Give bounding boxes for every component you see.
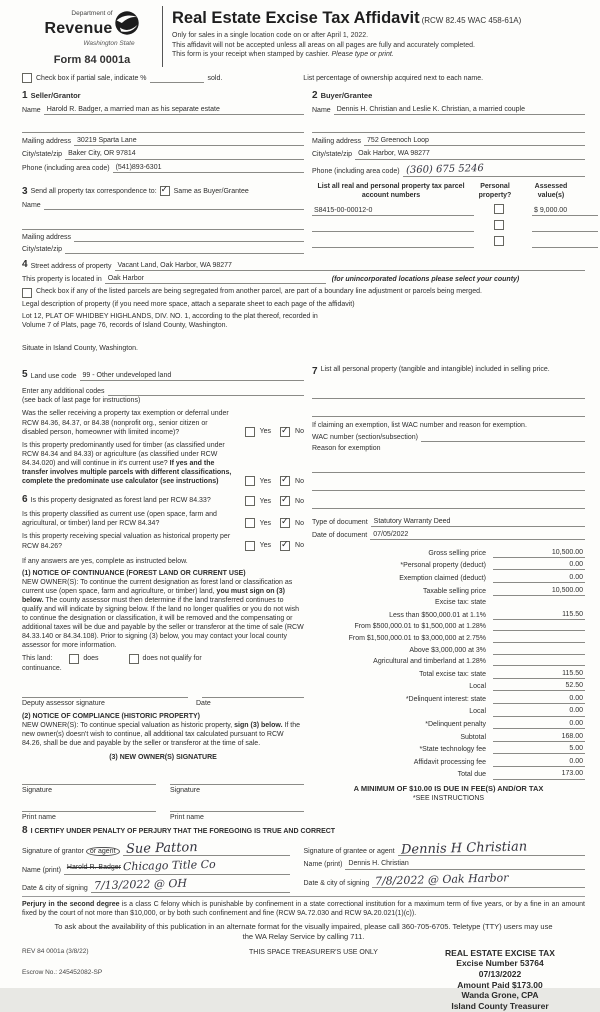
- section1-heading: Seller/Grantor: [30, 91, 81, 101]
- new-owner-printname-line2[interactable]: [170, 803, 304, 812]
- tax-row: Local 0.00: [469, 707, 583, 716]
- personal-property-checkbox-2[interactable]: [494, 220, 504, 230]
- buyer-name-label: Name: [312, 107, 331, 115]
- section7-title: List all personal property (tangible and intangible) included in selling price.: [320, 366, 550, 374]
- seller-csz-label: City/state/zip: [22, 151, 63, 159]
- tax-row: Total excise tax: state 115.50: [419, 669, 583, 678]
- tax-value-line[interactable]: 168.00: [493, 732, 585, 742]
- located-label: This property is located in: [22, 275, 102, 283]
- seller-name-line[interactable]: Harold R. Badger, a married man as his separate estate: [44, 105, 304, 115]
- current-use-question: Is this property classified as current use (open space, farm and agricultural, or timber) land per RCW 84.34? Yes ✓ No: [22, 511, 304, 528]
- tax-value-line[interactable]: 10,500.00: [493, 548, 585, 558]
- notice-compliance-heading: (2) NOTICE OF COMPLIANCE (HISTORIC PROPERTY): [22, 712, 200, 720]
- section7-number: 7: [312, 366, 318, 378]
- reason-line2[interactable]: [312, 482, 585, 491]
- treasurer-use-label: THIS SPACE TREASURER'S USE ONLY: [249, 948, 378, 956]
- ownership-note: List percentage of ownership acquired next to each name.: [303, 74, 484, 82]
- stamp-line2: Excise Number 53764: [456, 958, 544, 969]
- notice-compliance-paragraph: NEW OWNER(S): To continue special valuation as historic property, sign (3) below. If the new owner(s) doesn't wish to continue, all additional tax calculated pursuant to RCW 84.26, shall be due and payable by the seller or transferor at the time of sale.: [22, 721, 301, 748]
- tax-value-line[interactable]: 173.00: [493, 769, 585, 779]
- section1-seller: [22, 89, 312, 176]
- parcel-row: [312, 204, 598, 216]
- subtitle-line3: This form is your receipt when stamped by cashier. Please type or print.: [172, 50, 394, 58]
- s5q1-yes-checkbox[interactable]: [245, 427, 255, 437]
- land-use-label: Land use code: [30, 373, 77, 381]
- type-of-document-line[interactable]: Statutory Warranty Deed: [371, 517, 585, 527]
- tax-value-line[interactable]: 5.00: [493, 744, 585, 754]
- subtitle-line1: Only for sales in a single location code on or after April 1, 2022.: [172, 32, 369, 40]
- grantor-name-printed: Harold R. Badger: [66, 864, 121, 872]
- date-of-document-label: Date of document: [312, 531, 368, 539]
- notice-continuance-heading: (1) NOTICE OF CONTINUANCE (FOREST LAND OR CURRENT USE): [22, 569, 246, 577]
- assessed-value-col-header: Assessed value(s): [534, 182, 568, 199]
- grantee-signature-handwritten: Dennis H Christian: [400, 839, 527, 859]
- corr-name-label: Name: [22, 201, 41, 209]
- legal-description-line1: Lot 12, PLAT OF WHIDBEY HIGHLANDS, DIV. NO. 1, according to the plat thereof, recorded in: [22, 313, 318, 321]
- grantee-date-label: Date & city of signing: [303, 879, 370, 887]
- buyer-name-line[interactable]: Dennis H. Christian and Leslie K. Christian, a married couple: [334, 105, 585, 115]
- tax-value-line[interactable]: 10,500.00: [493, 586, 585, 596]
- forest-land-question: 6 Is this property designated as forest land per RCW 84.33? Yes ✓ No: [22, 494, 304, 506]
- same-as-buyer-label: Same as Buyer/Grantee: [173, 187, 249, 195]
- tax-value-line[interactable]: [493, 622, 585, 631]
- if-yes-note: If any answers are yes, complete as instructed below.: [22, 557, 188, 565]
- corr-mailing-label: Mailing address: [22, 233, 72, 241]
- land-does-not-checkbox[interactable]: [129, 654, 139, 664]
- assessed-value-line[interactable]: $ 9,000.00: [532, 206, 598, 216]
- legal-description-label: Legal description of property (if you need more space, attach a separate sheet to each page of the affidavit): [22, 300, 355, 308]
- corr-name-line2[interactable]: [22, 221, 304, 230]
- historic-property-question: Is this property receiving special valuation as historical property per RCW 84.26? Yes ✓ No: [22, 533, 304, 550]
- form-title: Real Estate Excise Tax Affidavit: [172, 9, 420, 27]
- tax-row: *Personal property (deduct) 0.00: [400, 561, 583, 570]
- tax-row: Exemption claimed (deduct) 0.00: [399, 573, 583, 582]
- signature-label-1: Signature: [22, 787, 52, 795]
- wac-number-line[interactable]: [421, 433, 585, 442]
- grantor-signature-line[interactable]: [123, 842, 290, 856]
- seller-csz-line[interactable]: Baker City, OR 97814: [65, 149, 304, 159]
- section8-number: 8: [22, 825, 28, 837]
- buyer-mailing-line[interactable]: 752 Greenoch Loop: [364, 136, 585, 146]
- revenue-logo-icon: [114, 10, 140, 39]
- section5-land-use: [22, 368, 304, 486]
- grantor-sig-label: Signature of grantor or agent: [22, 847, 120, 856]
- tax-row: Gross selling price 10,500.00: [428, 548, 583, 557]
- section7-personal-property: [312, 365, 585, 508]
- tax-value-line[interactable]: 0.00: [493, 694, 585, 704]
- form-header: [22, 6, 585, 67]
- section2-number: 2: [312, 90, 318, 102]
- seller-name-label: Name: [22, 107, 41, 115]
- grantee-date-handwritten: 7/8/2022 @ Oak Harbor: [375, 870, 509, 888]
- tax-value-line[interactable]: 0.00: [493, 560, 585, 570]
- stamp-line3: 07/13/2022: [478, 969, 522, 980]
- tax-row: Total due 173.00: [457, 770, 583, 779]
- corr-csz-line[interactable]: [65, 245, 304, 254]
- grantee-signature-block: [304, 839, 586, 893]
- personal-property-line2[interactable]: [312, 408, 585, 417]
- s6q3-yes-checkbox[interactable]: [245, 541, 255, 551]
- legal-description-line2: Volume 7 of Plats, page 76, records of Island County, Washington.: [22, 322, 228, 330]
- exemption-deferral-question: Was the seller receiving a property tax exemption or deferral under RCW 84.36, 84.37, or 84.38 (nonprofit org., senior citizen or disabled person, homeowner with limited income)? Yes ✓ No: [22, 410, 304, 436]
- corr-name-line[interactable]: [44, 201, 304, 210]
- tax-value-line[interactable]: 0.00: [493, 719, 585, 729]
- grantor-company-handwritten: Chicago Title Co: [122, 858, 216, 874]
- tax-value-line[interactable]: [493, 646, 585, 655]
- located-line[interactable]: Oak Harbor: [105, 274, 326, 284]
- grantor-signature-handwritten: Sue Patton: [125, 840, 198, 858]
- tax-row: Above $3,000,000 at 3%: [312, 646, 585, 655]
- reason-exemption-label: Reason for exemption: [312, 445, 381, 453]
- s6q3-no-checkbox[interactable]: ✓: [281, 538, 289, 549]
- notice-continuance-paragraph: NEW OWNER(S): To continue the current designation as forest land or classification as current use (open space, farm and agriculture, or timber) land, you must sign on (3) below. The county assessor must then determine if the land transferred continues to qualify and will indicate by signing below. If the land no longer qualifies or you do not wish to continue the designation or classification, it will be removed and the compensating or additional taxes will be due and payable by the seller or transferor at the time of sale (RCW 84.33.140 or 84.34.108). Prior to signing (3) below, you may contact your local county assessor for more information.: [22, 578, 304, 650]
- subtitle-line2: This affidavit will not be accepted unless all areas on all pages are fully and accurately completed.: [172, 41, 475, 49]
- land-does-checkbox[interactable]: [69, 654, 79, 664]
- land-use-line[interactable]: 99 - Other undeveloped land: [80, 371, 305, 381]
- reason-line1[interactable]: [312, 464, 585, 473]
- tax-value-line[interactable]: 0.00: [493, 706, 585, 716]
- parcel-row: [312, 236, 598, 248]
- print-name-label-1: Print name: [22, 814, 56, 822]
- street-address-line[interactable]: Vacant Land, Oak Harbor, WA 98277: [115, 261, 586, 271]
- section3-number: 3: [22, 185, 28, 197]
- section6-number: 6: [22, 494, 28, 506]
- assessed-value-line[interactable]: [532, 222, 598, 232]
- grantor-name-line[interactable]: [64, 859, 290, 874]
- section2-heading: Buyer/Grantee: [320, 91, 373, 101]
- s6q1-no-checkbox[interactable]: ✓: [281, 494, 289, 505]
- title-block: [163, 6, 521, 67]
- tax-row: Agricultural and timberland at 1.28%: [312, 657, 585, 666]
- section4-property: [22, 258, 585, 353]
- same-as-buyer-checkbox[interactable]: ✓: [160, 184, 169, 195]
- seller-mailing-label: Mailing address: [22, 138, 72, 146]
- revenue-wordmark: Revenue: [44, 19, 113, 37]
- tax-row: *State technology fee 5.00: [419, 745, 583, 754]
- stamp-line5: Wanda Grone, CPA: [461, 990, 539, 1001]
- corr-csz-label: City/state/zip: [22, 245, 63, 253]
- tax-row: From $1,500,000.01 to $3,000,000 at 2.75%: [312, 634, 585, 643]
- buyer-phone-line[interactable]: [403, 163, 585, 177]
- corr-mailing-line[interactable]: [74, 233, 304, 242]
- personal-property-col-header: Personal property?: [478, 182, 512, 199]
- see-instructions-note: *SEE INSTRUCTIONS: [412, 795, 485, 803]
- grantor-date-line[interactable]: [91, 878, 290, 893]
- personal-property-checkbox-3[interactable]: [494, 236, 504, 246]
- washington-state-label: Washington State: [83, 39, 135, 47]
- grantee-name-line[interactable]: Dennis H. Christian: [345, 859, 585, 869]
- deputy-date-line[interactable]: [202, 689, 304, 698]
- signature-label-2: Signature: [170, 787, 200, 795]
- legal-description-line3: Situate in Island County, Washington.: [22, 345, 138, 353]
- section8-certification: [22, 824, 585, 893]
- section3-label: Send all property tax correspondence to:: [30, 187, 157, 195]
- partial-sale-label: Check box if partial sale, indicate %: [36, 74, 147, 82]
- segregated-label: Check box if any of the listed parcels are being segregated from another parcel, are part of a boundary line adjustment or parcels being merged.: [36, 287, 482, 295]
- partial-sale-percent-line[interactable]: [150, 74, 204, 83]
- buyer-phone-label: Phone (including area code): [312, 168, 400, 176]
- buyer-csz-label: City/state/zip: [312, 151, 353, 159]
- form-title-rcw: (RCW 82.45 WAC 458-61A): [421, 16, 522, 25]
- tax-value-line[interactable]: 115.50: [493, 669, 585, 679]
- date-of-document-line[interactable]: 07/05/2022: [370, 530, 585, 540]
- section3-correspondence: [22, 182, 312, 254]
- section4-number: 4: [22, 258, 28, 270]
- tax-row: From $500,000.01 to $1,500,000 at 1.28%: [312, 622, 585, 631]
- new-owner-printname-line1[interactable]: [22, 803, 156, 812]
- parcel-table: [312, 182, 598, 254]
- grantor-signature-block: [22, 839, 304, 893]
- new-owner-signature-line1[interactable]: [22, 776, 156, 785]
- tax-row: Affidavit processing fee 0.00: [413, 757, 583, 766]
- continuance-word: continuance.: [22, 664, 62, 672]
- parcel-number-line[interactable]: S8415-00-00012-0: [312, 206, 474, 216]
- additional-codes-label: Enter any additional codes: [22, 388, 105, 396]
- street-address-label: Street address of property: [30, 262, 112, 270]
- buyer-name-line2[interactable]: [312, 124, 585, 133]
- s5q1-no-checkbox[interactable]: ✓: [281, 424, 289, 435]
- personal-property-line1[interactable]: [312, 390, 585, 399]
- this-land-row: This land: does does not qualify for: [22, 655, 202, 662]
- parcel-number-line[interactable]: [312, 238, 474, 248]
- print-name-label-2: Print name: [170, 814, 204, 822]
- wac-number-label: WAC number (section/subsection): [312, 434, 418, 442]
- deputy-assessor-signature-line[interactable]: [22, 689, 188, 698]
- section6-designation: [22, 493, 304, 822]
- perjury-paragraph: Perjury in the second degree is a class C felony which is punishable by confinement in a state correctional institution for a maximum term of five years, or by a fine in an amount fixed by the court of not more than $10,000, or by both such confinement and fine (RCW 9A.72.030 and RCW 9A.20.021(1)(c)).: [22, 901, 585, 918]
- tax-value-line[interactable]: 115.50: [493, 610, 585, 620]
- new-owner-signature-line2[interactable]: [170, 776, 304, 785]
- revenue-logo-block: [22, 6, 163, 67]
- parcel-row: [312, 220, 598, 232]
- personal-property-checkbox-1[interactable]: [494, 204, 504, 214]
- grantee-date-line[interactable]: [372, 870, 585, 888]
- tax-value-line[interactable]: [493, 634, 585, 643]
- tax-row: Subtotal 168.00: [460, 732, 583, 741]
- grantee-name-label: Name (print): [303, 861, 343, 869]
- parcel-number-line[interactable]: [312, 222, 474, 232]
- tax-row: *Delinquent penalty 0.00: [425, 720, 583, 729]
- tax-value-line[interactable]: [493, 657, 585, 666]
- section1-number: 1: [22, 90, 28, 102]
- treasurer-stamp: [415, 948, 585, 1012]
- partial-sale-sold-label: sold.: [207, 74, 223, 82]
- tax-row: *Delinquent interest: state 0.00: [405, 694, 583, 703]
- tax-value-line[interactable]: 52.50: [493, 681, 585, 691]
- exemption-note: If claiming an exemption, list WAC number and reason for exemption.: [312, 422, 527, 430]
- tax-row: Taxable selling price 10,500.00: [422, 586, 583, 595]
- segregated-checkbox[interactable]: [22, 288, 32, 298]
- reason-line3[interactable]: [312, 500, 585, 509]
- accessibility-paragraph: To ask about the availability of this publication in an alternate format for the visually impaired, please call 360-705-6705. Teletype (TTY) users may use the WA Relay Service by calling 711.: [54, 922, 553, 942]
- dept-of-label: Department of: [71, 10, 113, 17]
- buyer-csz-line[interactable]: Oak Harbor, WA 98277: [355, 149, 585, 159]
- certification-heading: I CERTIFY UNDER PENALTY OF PERJURY THAT THE FOREGOING IS TRUE AND CORRECT: [30, 828, 336, 836]
- new-owner-signature-heading: (3) NEW OWNER(S) SIGNATURE: [109, 754, 217, 762]
- type-of-document-label: Type of document: [312, 518, 368, 526]
- grantor-date-label: Date & city of signing: [22, 884, 88, 892]
- grantor-date-handwritten: 7/13/2022 @ OH: [93, 876, 187, 892]
- tax-row: Excise tax: state: [312, 598, 585, 607]
- stamp-line4: Amount Paid $173.00: [457, 979, 543, 990]
- deputy-assessor-label: Deputy assessor signature: [22, 699, 105, 707]
- tax-computation-table: [312, 548, 585, 804]
- s6q1-yes-checkbox[interactable]: [245, 496, 255, 506]
- timber-agriculture-question: Is this property predominantly used for timber (as classified under RCW 84.34 and 84.33) or agriculture (as classified under RCW 84.34.020) and will continue in it's current use? If yes and the transfer involves multiple parcels with different classifications, complete the predominate use calculator (see instructions) Yes ✓ No: [22, 441, 304, 486]
- seller-phone-label: Phone (including area code): [22, 164, 110, 172]
- additional-codes-line[interactable]: [108, 387, 305, 396]
- minimum-due-note: A MINIMUM OF $10.00 IS DUE IN FEE(S) AND/OR TAX: [353, 783, 544, 793]
- s6q2-yes-checkbox[interactable]: [245, 518, 255, 528]
- form-number: Form 84 0001a: [53, 53, 131, 66]
- tax-row: Less than $500,000.01 at 1.1% 115.50: [389, 610, 583, 619]
- located-note: (for unincorporated locations please select your county): [331, 275, 520, 283]
- seller-name-line2[interactable]: [22, 124, 304, 133]
- tax-value-line: [493, 599, 585, 607]
- tax-value-line[interactable]: 0.00: [493, 757, 585, 767]
- seller-phone-line[interactable]: (541)893-6301: [113, 163, 304, 173]
- section5-number: 5: [22, 369, 28, 381]
- s5q2-no-checkbox[interactable]: ✓: [281, 474, 289, 485]
- grantor-name-label: Name (print): [22, 866, 61, 874]
- partial-sale-row: [22, 73, 585, 83]
- stamp-line6: Island County Treasurer: [451, 1000, 549, 1011]
- grantee-signature-line[interactable]: [398, 839, 585, 859]
- partial-sale-checkbox[interactable]: [22, 73, 32, 83]
- rev-number: REV 84 0001a (3/8/22): [22, 947, 89, 955]
- s6q2-no-checkbox[interactable]: ✓: [281, 516, 289, 527]
- footer-left: [22, 948, 212, 1012]
- parcel-col-header: List all real and personal property tax parcel account numbers: [317, 182, 465, 199]
- s5q2-yes-checkbox[interactable]: [245, 476, 255, 486]
- escrow-number: Escrow No.: 245452082-SP: [22, 969, 103, 977]
- buyer-phone-handwritten: (360) 675 5246: [405, 162, 484, 176]
- buyer-mailing-label: Mailing address: [312, 138, 362, 146]
- assessed-value-line[interactable]: [532, 238, 598, 248]
- seller-mailing-line[interactable]: 30219 Sparta Lane: [74, 136, 304, 146]
- document-info: [312, 517, 585, 540]
- stamp-line1: REAL ESTATE EXCISE TAX: [445, 947, 555, 958]
- section2-buyer: [312, 89, 585, 176]
- tax-value-line[interactable]: 0.00: [493, 573, 585, 583]
- deputy-date-label: Date: [196, 699, 211, 707]
- additional-codes-note: (see back of last page for instructions): [22, 397, 141, 405]
- or-agent-circled: or agent: [86, 847, 120, 856]
- tax-row: Local 52.50: [469, 682, 583, 691]
- grantee-sig-label: Signature of grantee or agent: [303, 848, 395, 856]
